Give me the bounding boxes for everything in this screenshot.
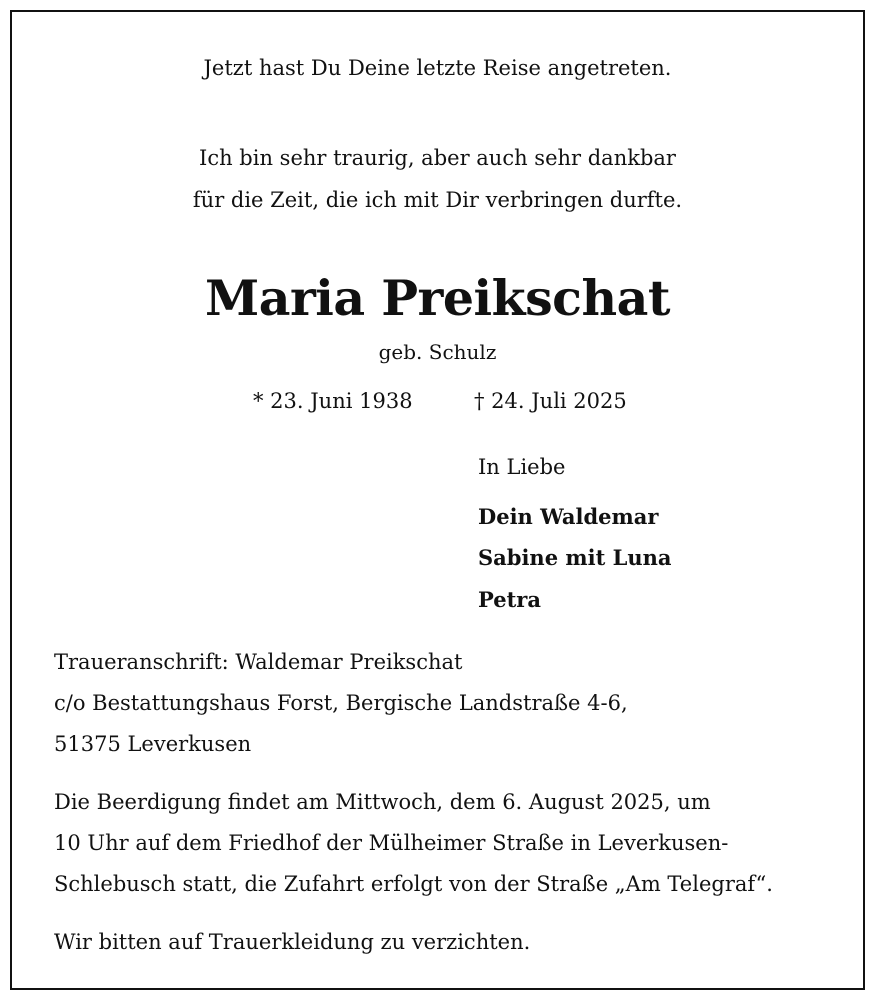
funeral-line-1: Die Beerdigung findet am Mittwoch, dem 6. August 2025, um <box>54 790 711 814</box>
intro-line-3: für die Zeit, die ich mit Dir verbringen durfte. <box>192 188 683 212</box>
funeral-line-2: 10 Uhr auf dem Friedhof der Mülheimer Straße in Leverkusen- <box>54 831 729 855</box>
funeral-line-3: Schlebusch statt, die Zufahrt erfolgt von der Straße „Am Telegraf“. <box>54 872 773 896</box>
family-member-2: Sabine mit Luna <box>478 545 672 570</box>
obituary-notice <box>10 10 865 990</box>
closing-note: Wir bitten auf Trauerkleidung zu verzichten. <box>54 930 531 954</box>
death-date: † 24. Juli 2025 <box>474 389 627 413</box>
family-member-1: Dein Waldemar <box>478 504 659 529</box>
family-member-3: Petra <box>478 587 541 612</box>
deceased-name: Maria Preikschat <box>204 269 671 327</box>
intro-line-1: Jetzt hast Du Deine letzte Reise angetreten. <box>203 56 672 80</box>
address-line-2: c/o Bestattungshaus Forst, Bergische Landstraße 4-6, <box>54 691 628 715</box>
address-line-3: 51375 Leverkusen <box>54 732 252 756</box>
intro-line-2: Ich bin sehr traurig, aber auch sehr dankbar <box>199 146 676 170</box>
address-line-1: Traueranschrift: Waldemar Preikschat <box>54 650 463 674</box>
maiden-name: geb. Schulz <box>378 340 497 364</box>
family-greeting: In Liebe <box>478 455 566 479</box>
birth-date: * 23. Juni 1938 <box>253 389 413 413</box>
